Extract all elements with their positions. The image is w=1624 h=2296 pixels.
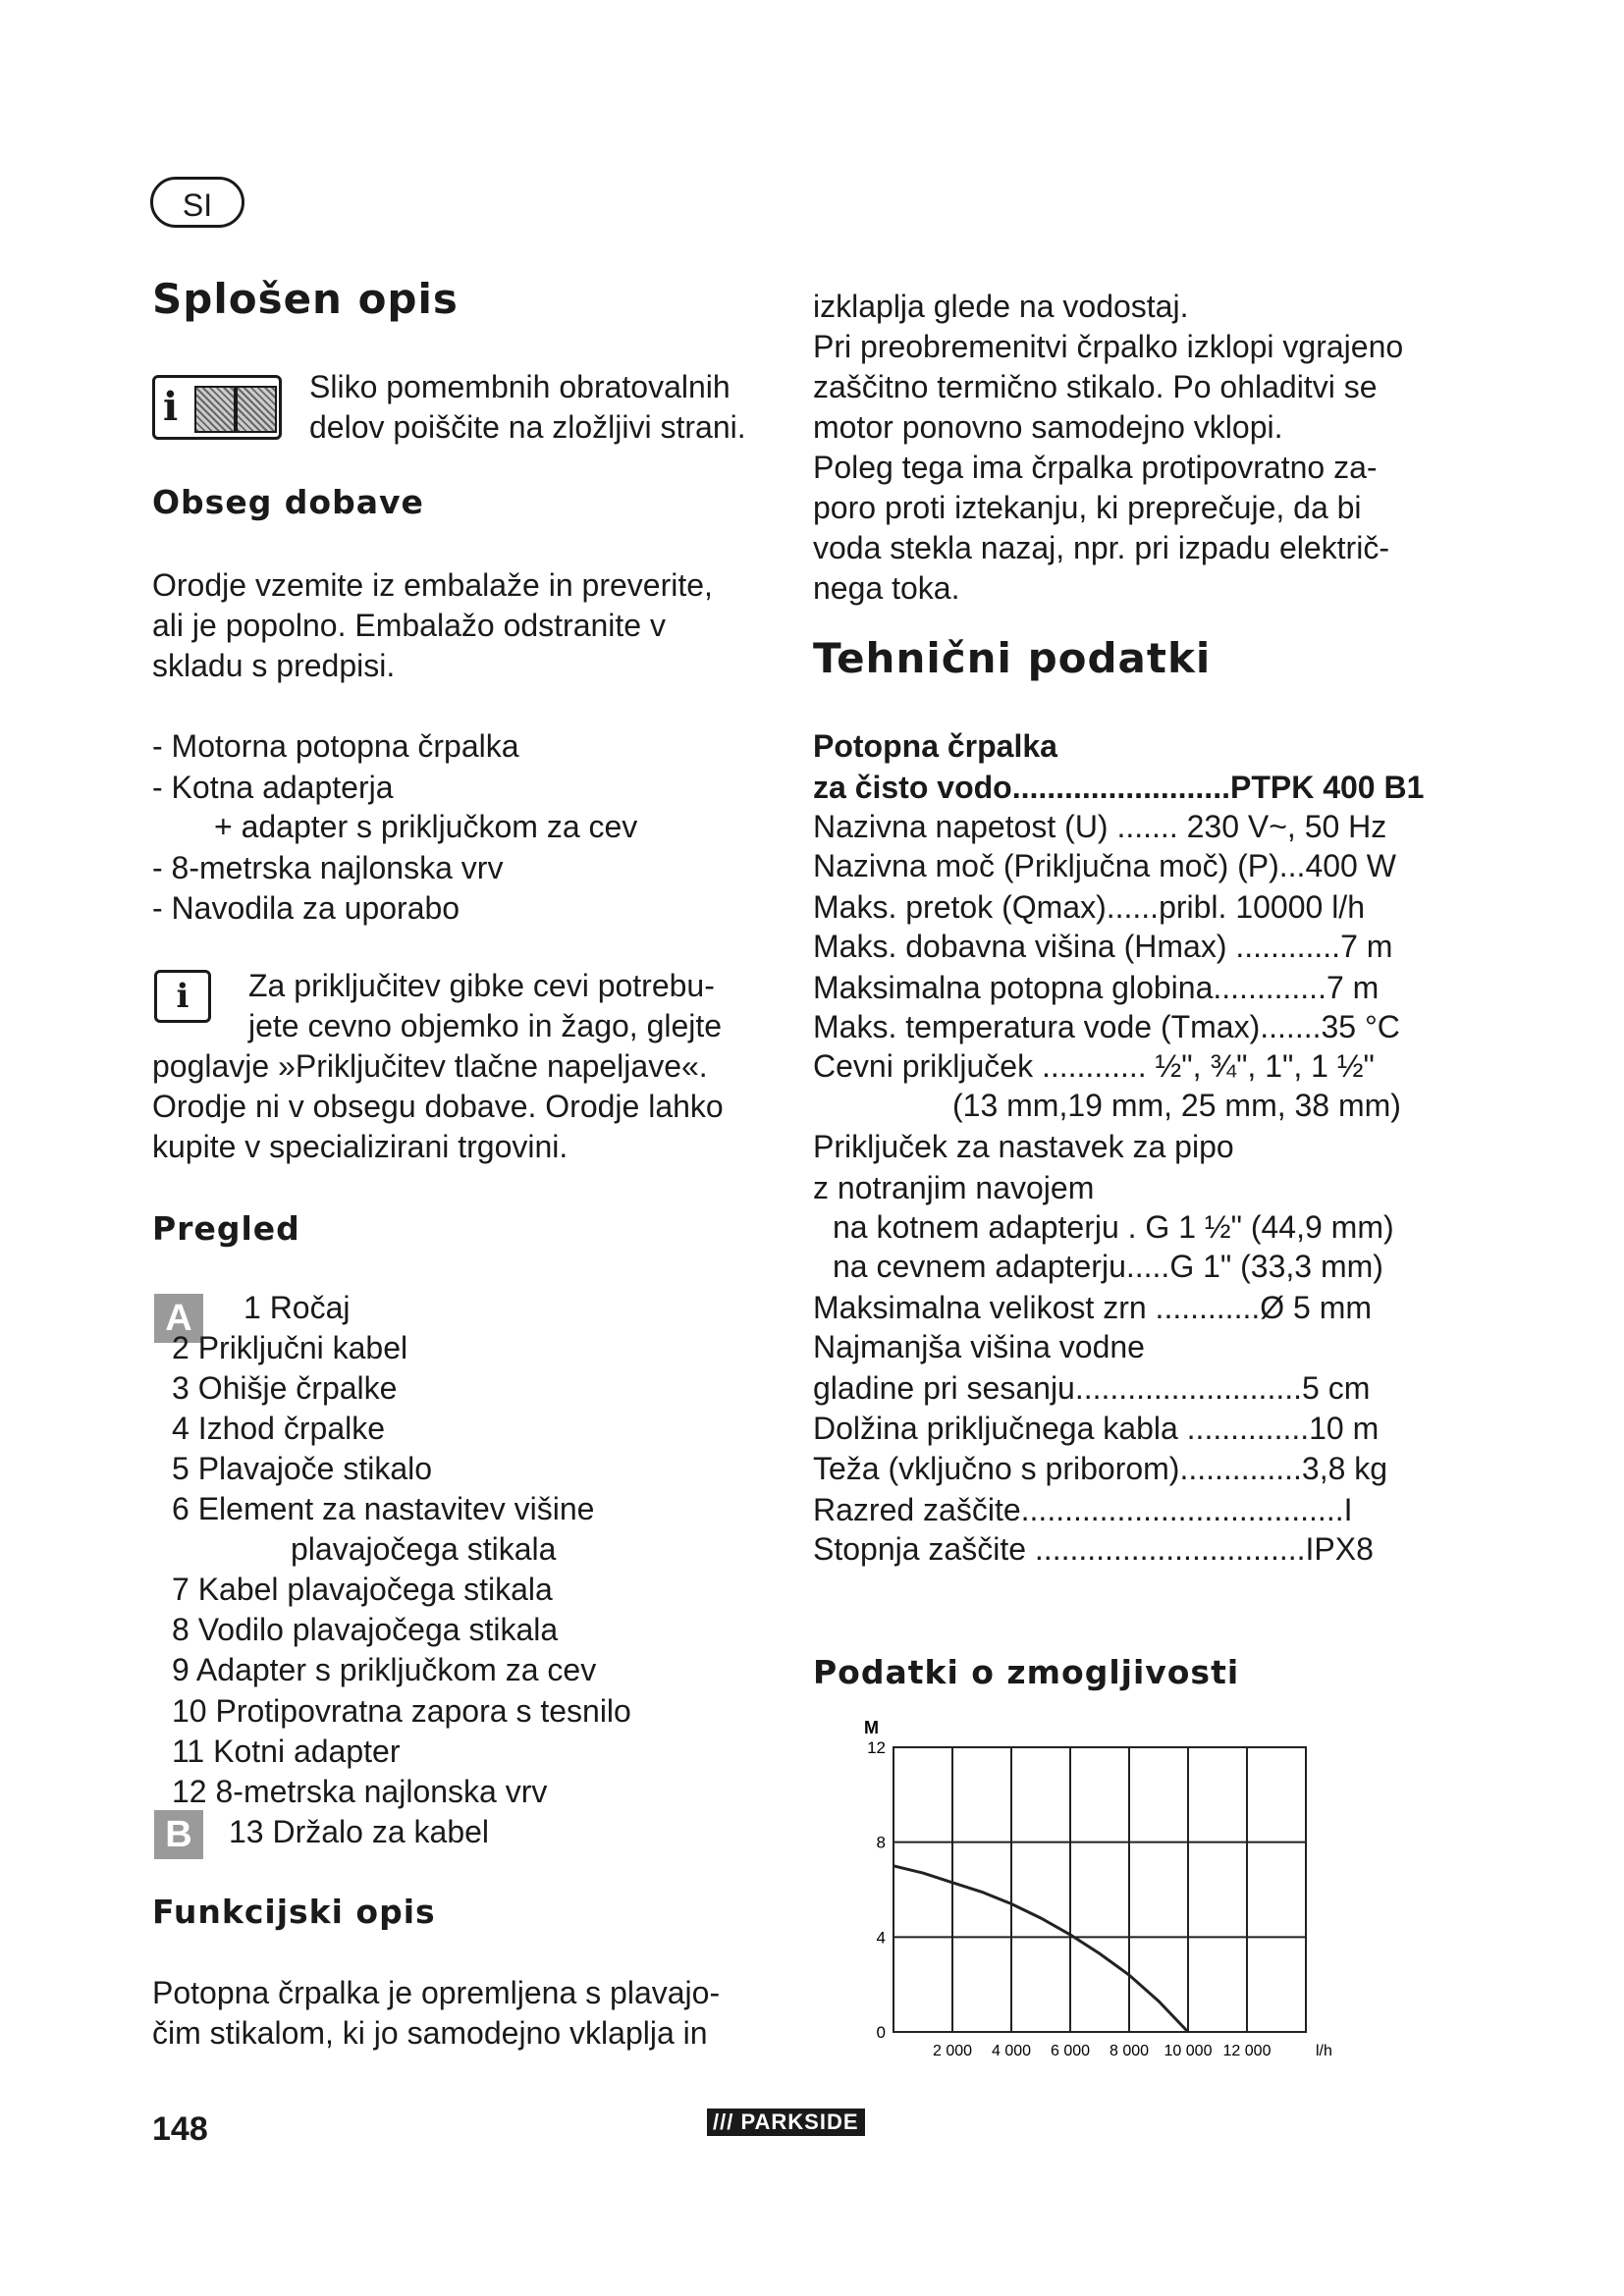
brand-logo: /// PARKSIDE [707,2109,865,2136]
paragraph-line: motor ponovno samodejno vklopi. [813,409,1283,445]
title-overview: Pregled [152,1209,300,1248]
y-tick-label: 4 [876,1928,886,1948]
x-tick-label: 2 000 [932,2043,973,2059]
info-note [248,966,798,1046]
info-note-continued [152,1046,800,1167]
spec-row: Cevni priključek ............ ½", ¾", 1", 1 ½" [813,1048,1375,1084]
figure-badge-a: A [154,1294,203,1343]
list-item: 12 8-metrska najlonska vrv [172,1774,548,1809]
performance-chart [844,1708,1394,2071]
info-line: Za priključitev gibke cevi potrebu- [248,968,715,1003]
page-number: 148 [152,2110,208,2148]
info-line: poglavje »Priključitev tlačne napeljave«. [152,1048,708,1084]
spec-row: Maks. pretok (Qmax)......pribl. 10000 l/h [813,889,1365,925]
spec-row: Nazivna napetost (U) ....... 230 V~, 50 Hz [813,809,1387,844]
chart-grid [893,1747,1306,2032]
list-item: - Kotna adapterja [152,770,394,805]
spec-row: Maks. dobavna višina (Hmax) ............7 m [813,929,1393,964]
spec-row: Maks. temperatura vode (Tmax).......35 °C [813,1009,1400,1044]
list-item: 4 Izhod črpalke [172,1411,386,1446]
paragraph-line: poro proti iztekanju, ki preprečuje, da bi [813,490,1362,525]
list-item: 5 Plavajoče stikalo [172,1451,433,1486]
spec-row: Najmanjša višina vodne [813,1329,1145,1364]
spec-row: gladine pri sesanju..........................5 cm [813,1370,1371,1406]
performance-curve [893,1866,1188,2032]
x-tick-label: 6 000 [1050,2043,1091,2059]
general-note-line: Sliko pomembnih obratovalnih [309,369,731,404]
info-icon: i [154,970,211,1023]
spec-row: za čisto vodo.........................PTPK 400 B1 [813,770,1425,805]
spec-row: z notranjim navojem [813,1170,1095,1205]
list-item: 13 Držalo za kabel [229,1814,490,1849]
list-item: 11 Kotni adapter [172,1734,401,1769]
paragraph-line: Orodje vzemite iz embalaže in preverite, [152,567,713,603]
paragraph-line: Poleg tega ima črpalka protipovratno za- [813,450,1378,485]
title-delivery-scope: Obseg dobave [152,483,424,521]
list-item: 10 Protipovratna zapora s tesnilo [172,1693,631,1729]
spec-row: Nazivna moč (Priključna moč) (P)...400 W [813,848,1396,883]
list-item: + adapter s priključkom za cev [214,809,638,844]
paragraph-line: voda stekla nazaj, npr. pri izpadu električ- [813,530,1389,565]
spec-row: na cevnem adapterju.....G 1" (33,3 mm) [833,1249,1383,1284]
title-function: Funkcijski opis [152,1893,436,1931]
list-item: 3 Ohišje črpalke [172,1370,398,1406]
general-note [309,367,781,448]
list-item: 8 Vodilo plavajočega stikala [172,1612,559,1647]
foldout-page-icon: i [152,375,282,440]
info-line: kupite v specializirani trgovini. [152,1129,568,1164]
function-paragraph [152,1973,800,2054]
spec-row: Razred zaščite.....................................I [813,1492,1353,1527]
list-item: 9 Adapter s priključkom za cev [172,1652,597,1687]
y-tick-label: 12 [867,1738,886,1757]
list-item: - 8-metrska najlonska vrv [152,850,504,885]
language-badge: SI [150,177,244,228]
list-item: - Navodila za uporabo [152,890,460,926]
y-tick-label: 0 [876,2023,886,2042]
spec-row: Maksimalna potopna globina.............7 m [813,970,1380,1005]
x-tick-label: 12 000 [1222,2043,1272,2059]
general-note-line: delov poiščite na zložljivi strani. [309,409,746,445]
x-tick-label: 8 000 [1109,2043,1150,2059]
x-tick-label: 4 000 [991,2043,1032,2059]
spec-row: na kotnem adapterju . G 1 ½" (44,9 mm) [833,1209,1394,1245]
paragraph-line: ali je popolno. Embalažo odstranite v [152,608,666,643]
info-line: Orodje ni v obsegu dobave. Orodje lahko [152,1089,724,1124]
paragraph-line: nega toka. [813,570,960,606]
y-axis-label: M [864,1718,879,1737]
list-item: plavajočega stikala [291,1531,557,1567]
function-continued [813,287,1481,609]
title-general-description: Splošen opis [152,275,459,323]
paragraph-line: Potopna črpalka je opremljena s plavajo- [152,1975,721,2010]
spec-row: Stopnja zaščite ...............................IPX8 [813,1531,1374,1567]
paragraph-line: zaščitno termično stikalo. Po ohladitvi se [813,369,1378,404]
spec-row: Teža (vključno s priborom)..............3,8 kg [813,1451,1388,1486]
spec-row: (13 mm,19 mm, 25 mm, 38 mm) [952,1088,1401,1123]
info-line: jete cevno objemko in žago, glejte [248,1008,723,1043]
list-item: - Motorna potopna črpalka [152,728,519,764]
list-item: 1 Ročaj [244,1290,351,1325]
spec-row: Potopna črpalka [813,728,1057,764]
list-item: 7 Kabel plavajočega stikala [172,1572,553,1607]
title-technical-data: Tehnični podatki [813,634,1212,682]
x-axis-label: l/h [1316,2043,1332,2059]
y-tick-label: 8 [876,1833,886,1852]
paragraph-line: čim stikalom, ki jo samodejno vklaplja in [152,2015,708,2051]
paragraph-line: Pri preobremenitvi črpalko izklopi vgrajeno [813,329,1404,364]
paragraph-line: skladu s predpisi. [152,648,396,683]
chart-ticks [867,1738,1271,2059]
title-performance-data: Podatki o zmogljivosti [813,1653,1240,1691]
spec-row: Maksimalna velikost zrn ............Ø 5 mm [813,1290,1373,1325]
figure-badge-b: B [154,1810,203,1859]
delivery-paragraph [152,565,781,686]
x-tick-label: 10 000 [1164,2043,1213,2059]
chart-frame [893,1747,1306,2032]
list-item: 6 Element za nastavitev višine [172,1491,595,1526]
spec-row: Dolžina priključnega kabla ..............10 m [813,1411,1380,1446]
paragraph-line: izklaplja glede na vodostaj. [813,289,1189,324]
list-item: 2 Priključni kabel [172,1330,408,1365]
spec-row: Priključek za nastavek za pipo [813,1129,1234,1164]
